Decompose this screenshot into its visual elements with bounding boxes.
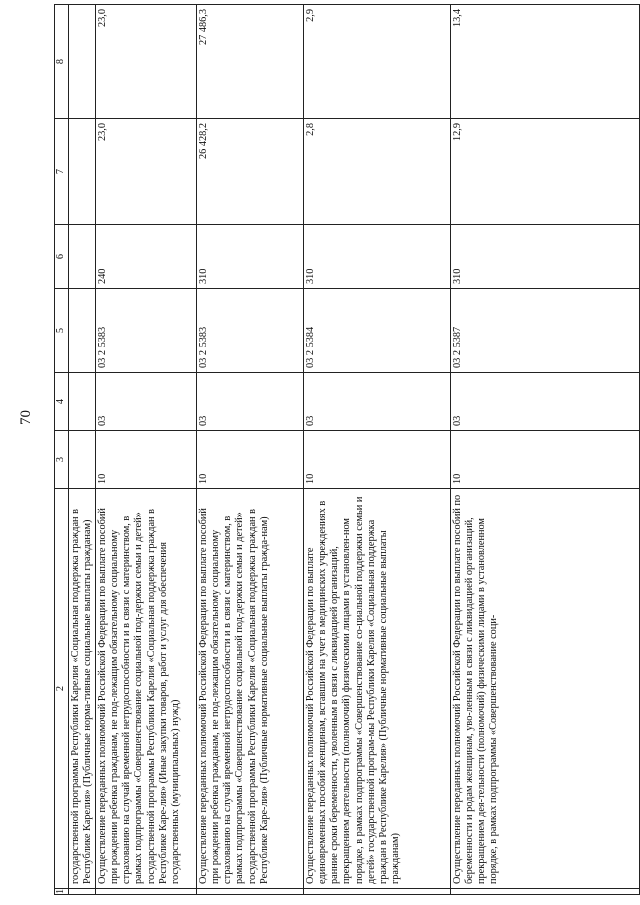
- cell-amount-7: 2,8: [304, 119, 451, 225]
- cell-section: [69, 431, 96, 489]
- cell-section: 10: [304, 431, 451, 489]
- table-row: [96, 5, 197, 895]
- cell-section: 10: [451, 431, 640, 489]
- cell-amount-7: [69, 119, 96, 225]
- cell-col1: [96, 889, 197, 895]
- cell-amount-7: 26 428,2: [197, 119, 304, 225]
- cell-amount-8: 27 486,3: [197, 5, 304, 119]
- cell-col1: [451, 889, 640, 895]
- column-header: 1: [55, 889, 69, 895]
- column-header: 7: [55, 119, 69, 225]
- cell-target-code: 03 2 5383: [96, 289, 197, 373]
- column-header: 2: [55, 489, 69, 889]
- cell-section: 10: [197, 431, 304, 489]
- cell-subsection: 03: [197, 373, 304, 431]
- cell-target-code: 03 2 5383: [197, 289, 304, 373]
- cell-description: Осуществление переданных полномочий Российской Федерации по выплате пособий по беременности и родам женщинам, уво-ленным в связи с ликвидацией организаций, прекращением дея-тельности (полномочий) физическими лицами в установленном порядке, в рамках подпрограммы «Совершенствование соци-: [451, 489, 640, 889]
- budget-table-sheet: [54, 5, 614, 895]
- cell-target-code: [69, 289, 96, 373]
- cell-description: Осуществление переданных полномочий Российской Федерации по выплате пособий при рождении ребенка гражданам, не под-лежащим обязательному социальному страхованию на случай временной нетрудоспособности и в связи с материнством, в рамках подпрограммы «Совершенствование социальной под-держки семьи и детей» государственной программы Республики Карелия «Социальная поддержка граждан в Республике Каре-лия» (Иные закупки товаров, работ и услуг для обеспечения государственных (муниципальных) нужд): [96, 489, 197, 889]
- cell-expense-type: [69, 225, 96, 289]
- cell-subsection: 03: [451, 373, 640, 431]
- cell-description: государственной программы Республики Карелия «Социальная поддержка граждан в Республике Карелия» (Публичные норма-тивные социальные выплаты гражданам): [69, 489, 96, 889]
- budget-table: [54, 4, 640, 895]
- cell-col1: [304, 889, 451, 895]
- cell-amount-8: 13,4: [451, 5, 640, 119]
- cell-description: Осуществление переданных полномочий Российской Федерации по выплате пособий при рождении ребенка гражданам, не под-лежащим обязательному социальному страхованию на случай временной нетрудоспособности и в связи с материнством, в рамках подпрограммы «Совершенствование социальной под-держки семьи и детей» государственной программы Республики Карелия «Социальная поддержка граждан в Республике Каре-лия» (Публичные нормативные социальные выплаты гражда-нам): [197, 489, 304, 889]
- cell-amount-7: 12,9: [451, 119, 640, 225]
- cell-target-code: 03 2 5384: [304, 289, 451, 373]
- column-header: 3: [55, 431, 69, 489]
- cell-amount-8: 2,9: [304, 5, 451, 119]
- table-row: [197, 5, 304, 895]
- cell-col1: [69, 889, 96, 895]
- cell-subsection: 03: [96, 373, 197, 431]
- cell-section: 10: [96, 431, 197, 489]
- cell-expense-type: 310: [304, 225, 451, 289]
- table-row: [304, 5, 451, 895]
- cell-description: Осуществление переданных полномочий Российской Федерации по выплате единовременных пособий женщинам, вставшим на учет в медицинских учреждениях в ранние сроки беременности, уволенным в связи с ликвидацией организаций, прекращением деятельности (полномочий) физическими лицами в установлен-ном порядке, в рамках подпрограммы «Совершенствование со-циальной поддержки семьи и детей» государственной програм-мы Республики Карелия «Социальная поддержка граждан в Республике Карелия» (Публичные нормативные социальные выплаты гражданам): [304, 489, 451, 889]
- table-row: [69, 5, 96, 895]
- cell-expense-type: 240: [96, 225, 197, 289]
- page-number: 70: [18, 410, 34, 425]
- cell-subsection: [69, 373, 96, 431]
- cell-subsection: 03: [304, 373, 451, 431]
- cell-expense-type: 310: [197, 225, 304, 289]
- cell-target-code: 03 2 5387: [451, 289, 640, 373]
- column-header: 4: [55, 373, 69, 431]
- header-row: [55, 5, 69, 895]
- table-row: [451, 5, 640, 895]
- column-header: 8: [55, 5, 69, 119]
- cell-amount-8: 23,0: [96, 5, 197, 119]
- cell-col1: [197, 889, 304, 895]
- cell-expense-type: 310: [451, 225, 640, 289]
- cell-amount-7: 23,0: [96, 119, 197, 225]
- column-header: 6: [55, 225, 69, 289]
- column-header: 5: [55, 289, 69, 373]
- cell-amount-8: [69, 5, 96, 119]
